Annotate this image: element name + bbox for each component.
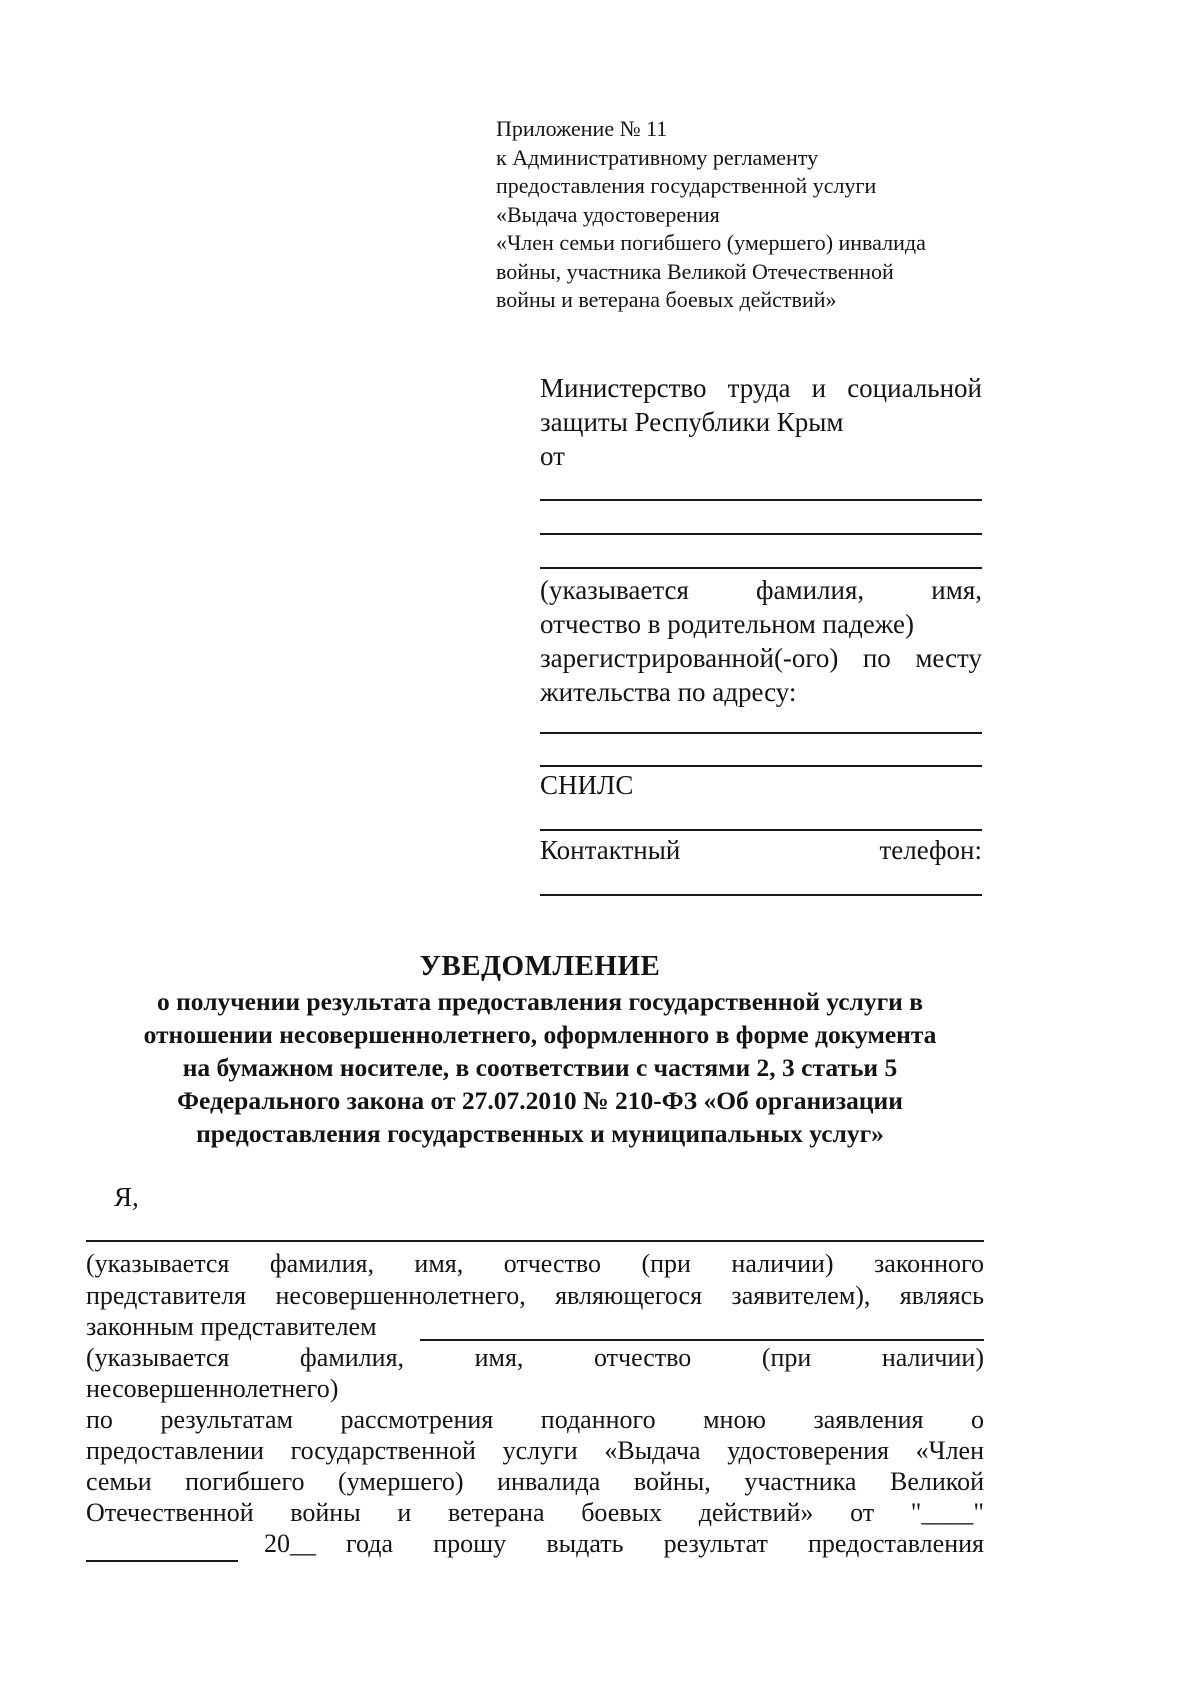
subtitle-line: отношении несовершеннолетнего, оформленного в форме документа — [143, 1020, 937, 1049]
rep-hint-line-2: представителя несовершеннолетнего, являющегося заявителем), являясь — [86, 1281, 984, 1310]
appendix-line: к Административному регламенту — [496, 144, 819, 170]
address-line-2[interactable] — [540, 765, 982, 767]
applicant-name-line-1[interactable] — [540, 499, 982, 501]
subtitle-line: Федерального закона от 27.07.2010 № 210-ФЗ «Об организации — [177, 1086, 903, 1115]
subtitle-line: о получении результата предоставления государственной услуги в — [156, 987, 924, 1016]
month-line[interactable] — [86, 1560, 238, 1562]
result-line-2: предоставлении государственной услуги «Выдача удостоверения «Член — [86, 1436, 984, 1465]
appendix-line: «Выдача удостоверения — [496, 201, 720, 227]
result-line-3: семьи погибшего (умершего) инвалида войны, участника Великой — [86, 1467, 984, 1496]
legal-rep-label: законным представителем — [86, 1312, 377, 1341]
result-line-5: года прошу выдать результат предоставления — [346, 1529, 984, 1558]
result-line-1: по результатам рассмотрения поданного мною заявления о — [86, 1405, 984, 1434]
year-field[interactable]: 20__ — [264, 1529, 316, 1558]
subtitle-line: предоставления государственных и муниципальных услуг» — [196, 1119, 884, 1148]
minor-hint-line-2: несовершеннолетнего) — [86, 1374, 339, 1403]
appendix-line: предоставления государственной услуги — [496, 173, 877, 198]
legal-rep-name-line[interactable] — [86, 1240, 984, 1242]
name-hint-line-2: отчество в родительном падеже) — [540, 609, 914, 639]
document-subtitle — [0, 985, 1080, 1150]
subtitle-line: на бумажном носителе, в соответствии с частями 2, 3 статьи 5 — [182, 1053, 898, 1082]
registered-line-2: жительства по адресу: — [540, 677, 797, 707]
appendix-line: «Член семьи погибшего (умершего) инвалида — [496, 230, 926, 255]
document-title: УВЕДОМЛЕНИЕ — [419, 950, 661, 982]
ministry-line-1: Министерство труда и социальной — [540, 373, 982, 403]
appendix-header — [496, 115, 1016, 315]
registered-line-1: зарегистрированной(-ого) по месту — [540, 643, 982, 673]
from-label: от — [540, 441, 565, 471]
phone-label: Контактный телефон: — [540, 835, 982, 865]
phone-line[interactable] — [540, 894, 982, 896]
i-label: Я, — [114, 1182, 139, 1212]
applicant-name-line-3[interactable] — [540, 567, 982, 569]
appendix-line: войны, участника Великой Отечественной — [496, 258, 894, 284]
ministry-line-2: защиты Республики Крым — [540, 407, 844, 437]
snils-label: СНИЛС — [540, 770, 634, 800]
appendix-line: Приложение № 11 — [496, 116, 668, 141]
applicant-name-line-2[interactable] — [540, 533, 982, 535]
minor-name-line[interactable] — [420, 1339, 984, 1341]
minor-hint-line-1: (указывается фамилия, имя, отчество (при наличии) — [86, 1343, 984, 1372]
appendix-line: войны и ветерана боевых действий» — [496, 287, 837, 312]
snils-line[interactable] — [540, 829, 982, 831]
name-hint-line-1: (указывается фамилия, имя, — [540, 575, 982, 605]
address-line-1[interactable] — [540, 732, 982, 734]
rep-hint-line-1: (указывается фамилия, имя, отчество (при наличии) законного — [86, 1249, 984, 1278]
result-line-4: Отечественной войны и ветерана боевых действий» от "____" — [86, 1498, 984, 1527]
